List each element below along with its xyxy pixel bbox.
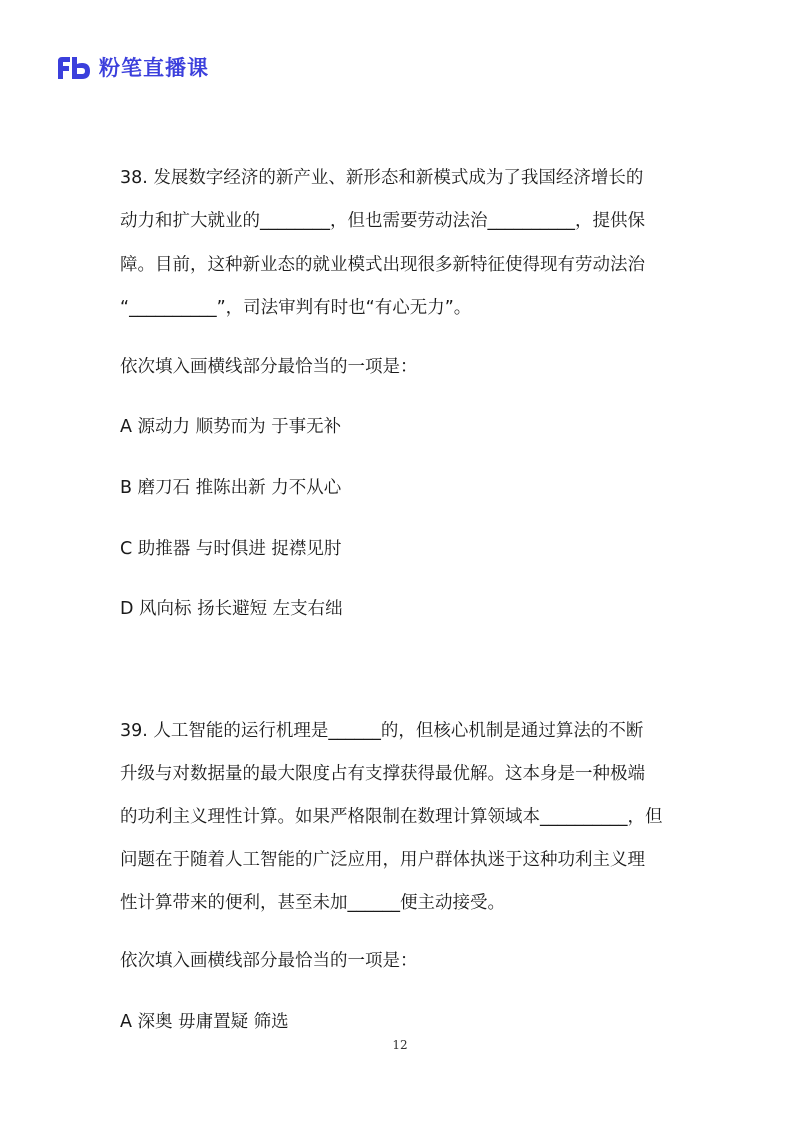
- brand-name: 粉笔直播课: [99, 56, 209, 80]
- question-39-stem-line: 的功利主义理性计算。如果严格限制在数理计算领域本__________，但: [120, 807, 663, 827]
- question-38-option-d[interactable]: D 风向标 扬长避短 左支右绌: [120, 599, 343, 619]
- question-38-stem-line: 38. 发展数字经济的新产业、新形态和新模式成为了我国经济增长的: [120, 168, 644, 188]
- question-38-option-a[interactable]: A 源动力 顺势而为 于事无补: [120, 417, 342, 437]
- question-39-stem-line: 39. 人工智能的运行机理是______的，但核心机制是通过算法的不断: [120, 721, 644, 741]
- question-39-prompt: 依次填入画横线部分最恰当的一项是：: [120, 951, 418, 971]
- question-39-option-a[interactable]: A 深奥 毋庸置疑 筛选: [120, 1012, 289, 1032]
- question-39-stem-line: 性计算带来的便利，甚至未加______便主动接受。: [120, 893, 505, 913]
- question-38-option-b[interactable]: B 磨刀石 推陈出新 力不从心: [120, 478, 342, 498]
- question-38-stem-line: “__________”，司法审判有时也“有心无力”。: [120, 298, 472, 318]
- question-38-prompt: 依次填入画横线部分最恰当的一项是：: [120, 357, 418, 377]
- brand-logo: [56, 53, 209, 83]
- question-38-stem-line: 动力和扩大就业的________，但也需要劳动法治__________，提供保: [120, 211, 645, 231]
- question-39-stem-line: 升级与对数据量的最大限度占有支撑获得最优解。这本身是一种极端: [120, 764, 645, 784]
- question-38-option-c[interactable]: C 助推器 与时俱进 捉襟见肘: [120, 539, 342, 559]
- question-39-stem-line: 问题在于随着人工智能的广泛应用，用户群体执迷于这种功利主义理: [120, 850, 645, 870]
- fb-logo-icon: [56, 55, 92, 81]
- question-38-stem-line: 障。目前，这种新业态的就业模式出现很多新特征使得现有劳动法治: [120, 255, 645, 275]
- page-number: 12: [392, 1038, 408, 1052]
